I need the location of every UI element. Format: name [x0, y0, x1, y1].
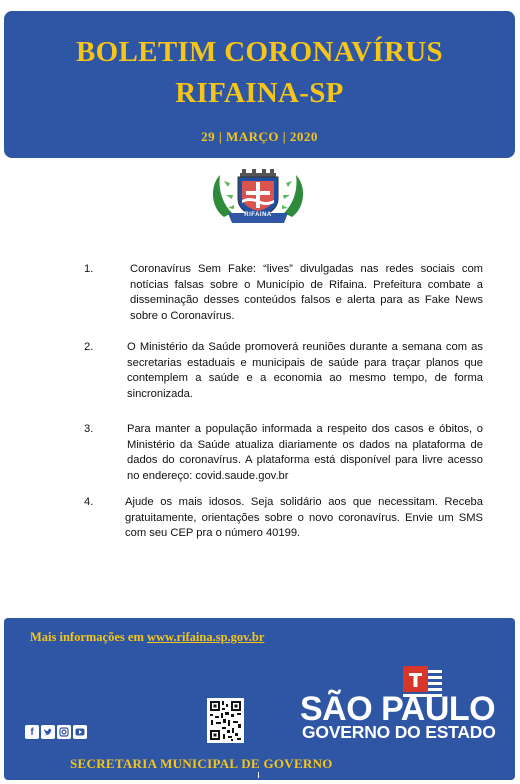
rifaina-crest-logo: [206, 167, 310, 229]
more-info: [30, 630, 264, 645]
item-text: Para manter a população informada a respeito dos casos e óbitos, o Ministério da Saúde atualiza diariamente os dados na plataforma de dados do coronavírus. A plataforma está disponível para livre acesso no endereço: covid.saude.gov.br: [127, 423, 483, 482]
qr-code-icon: [207, 698, 244, 743]
more-info-label: Mais informações em: [30, 630, 144, 644]
header-banner: [4, 11, 515, 158]
sp-government-title: SÃO PAULO: [300, 690, 496, 728]
instagram-icon[interactable]: [57, 725, 71, 739]
twitter-icon[interactable]: [41, 725, 55, 739]
facebook-icon[interactable]: f: [25, 725, 39, 739]
social-icons: [25, 725, 87, 739]
item-text: Ajude os mais idosos. Seja solidário aos que necessitam. Receba gratuitamente, orientações sobre o novo coronavírus. Envie um SMS com seu CEP pra o número 40199.: [125, 496, 483, 540]
website-link[interactable]: www.rifaina.sp.gov.br: [146, 630, 265, 644]
item-number: 2.: [84, 341, 94, 353]
item-text: Coronavírus Sem Fake: “lives” divulgadas nas redes sociais com notícias falsas sobre o Município de Rifaina. Prefeitura combate a disseminação desses conteúdos falsos e alerta para as Fake News sobre o Coronavírus.: [130, 263, 483, 322]
youtube-icon[interactable]: [73, 725, 87, 739]
item-text: O Ministério da Saúde promoverá reuniões durante a semana com as secretarias estaduais e municipais de saúde para traçar planos que contemplem a saúde e a economia ao mesmo tempo, de forma sincronizada.: [127, 341, 483, 400]
secretaria-label: SECRETARIA MUNICIPAL DE GOVERNO: [70, 756, 333, 771]
item-number: 3.: [84, 423, 94, 435]
item-number: 4.: [84, 496, 94, 508]
crest-banner-text: RIFAINA: [244, 212, 272, 218]
item-number: 1.: [84, 263, 94, 275]
page-subtitle: RIFAINA-SP: [175, 77, 344, 109]
bulletin-date: 29 | MARÇO | 2020: [201, 129, 318, 144]
sp-government-subtitle: GOVERNO DO ESTADO: [302, 722, 496, 742]
divider: [258, 772, 259, 778]
page-title: BOLETIM CORONAVÍRUS: [76, 36, 443, 68]
